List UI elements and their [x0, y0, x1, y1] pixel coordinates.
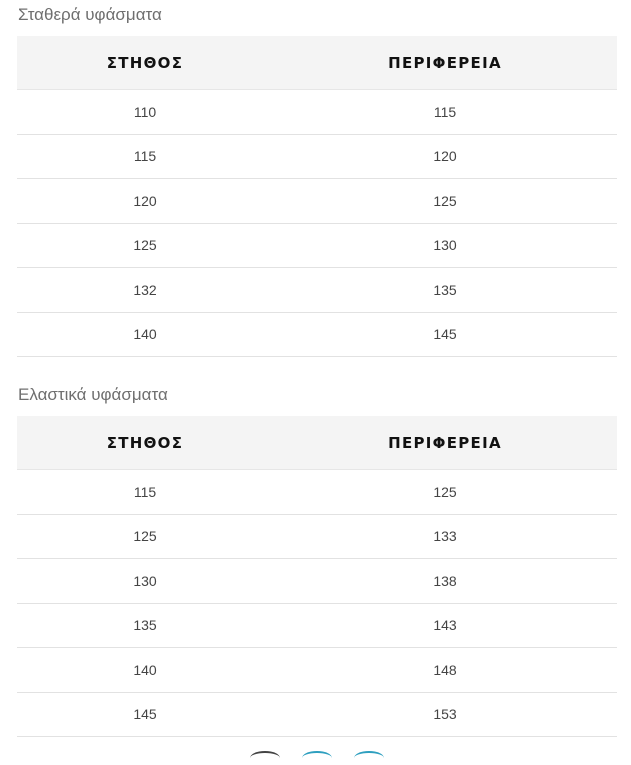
table-cell-circumference: 138 [273, 559, 617, 604]
table-cell-circumference: 135 [273, 268, 617, 313]
table-cell-chest: 115 [17, 134, 273, 179]
table-cell-circumference: 120 [273, 134, 617, 179]
table-row [17, 559, 617, 604]
table-row [17, 692, 617, 737]
table-cell-chest: 115 [17, 470, 273, 515]
table-cell-circumference: 143 [273, 603, 617, 648]
table-cell-chest: 132 [17, 268, 273, 313]
column-header-chest: ΣΤΗΘΟΣ [17, 36, 273, 90]
table-row [17, 603, 617, 648]
section-title-fixed-fabrics: Σταθερά υφάσματα [18, 5, 162, 24]
table-cell-circumference: 148 [273, 648, 617, 693]
share-circle-icon[interactable] [250, 751, 280, 765]
elastic-fabrics-section [17, 380, 617, 737]
table-row [17, 223, 617, 268]
table-header-row [17, 36, 617, 90]
share-circle-icon[interactable] [354, 751, 384, 765]
table-row [17, 90, 617, 135]
table-row [17, 648, 617, 693]
table-cell-chest: 140 [17, 312, 273, 357]
table-cell-chest: 125 [17, 223, 273, 268]
table-header-row [17, 416, 617, 470]
share-circle-icon[interactable] [302, 751, 332, 765]
table-row [17, 514, 617, 559]
table-cell-chest: 110 [17, 90, 273, 135]
table-cell-circumference: 125 [273, 470, 617, 515]
table-cell-circumference: 133 [273, 514, 617, 559]
table-cell-chest: 130 [17, 559, 273, 604]
table-row [17, 179, 617, 224]
table-cell-chest: 125 [17, 514, 273, 559]
table-row [17, 134, 617, 179]
elastic-fabrics-size-table [17, 416, 617, 737]
table-cell-circumference: 130 [273, 223, 617, 268]
section-title-elastic-fabrics: Ελαστικά υφάσματα [18, 385, 168, 404]
fixed-fabrics-size-table [17, 36, 617, 357]
table-row [17, 470, 617, 515]
table-cell-chest: 135 [17, 603, 273, 648]
table-cell-circumference: 145 [273, 312, 617, 357]
table-cell-circumference: 153 [273, 692, 617, 737]
fixed-fabrics-section [17, 0, 617, 357]
table-cell-circumference: 115 [273, 90, 617, 135]
column-header-circumference: ΠΕΡΙΦΕΡΕΙΑ [273, 416, 617, 470]
column-header-circumference: ΠΕΡΙΦΕΡΕΙΑ [273, 36, 617, 90]
table-row [17, 312, 617, 357]
share-icons-partial [240, 751, 400, 763]
table-cell-chest: 140 [17, 648, 273, 693]
table-row [17, 268, 617, 313]
table-cell-chest: 120 [17, 179, 273, 224]
column-header-chest: ΣΤΗΘΟΣ [17, 416, 273, 470]
table-cell-circumference: 125 [273, 179, 617, 224]
table-cell-chest: 145 [17, 692, 273, 737]
